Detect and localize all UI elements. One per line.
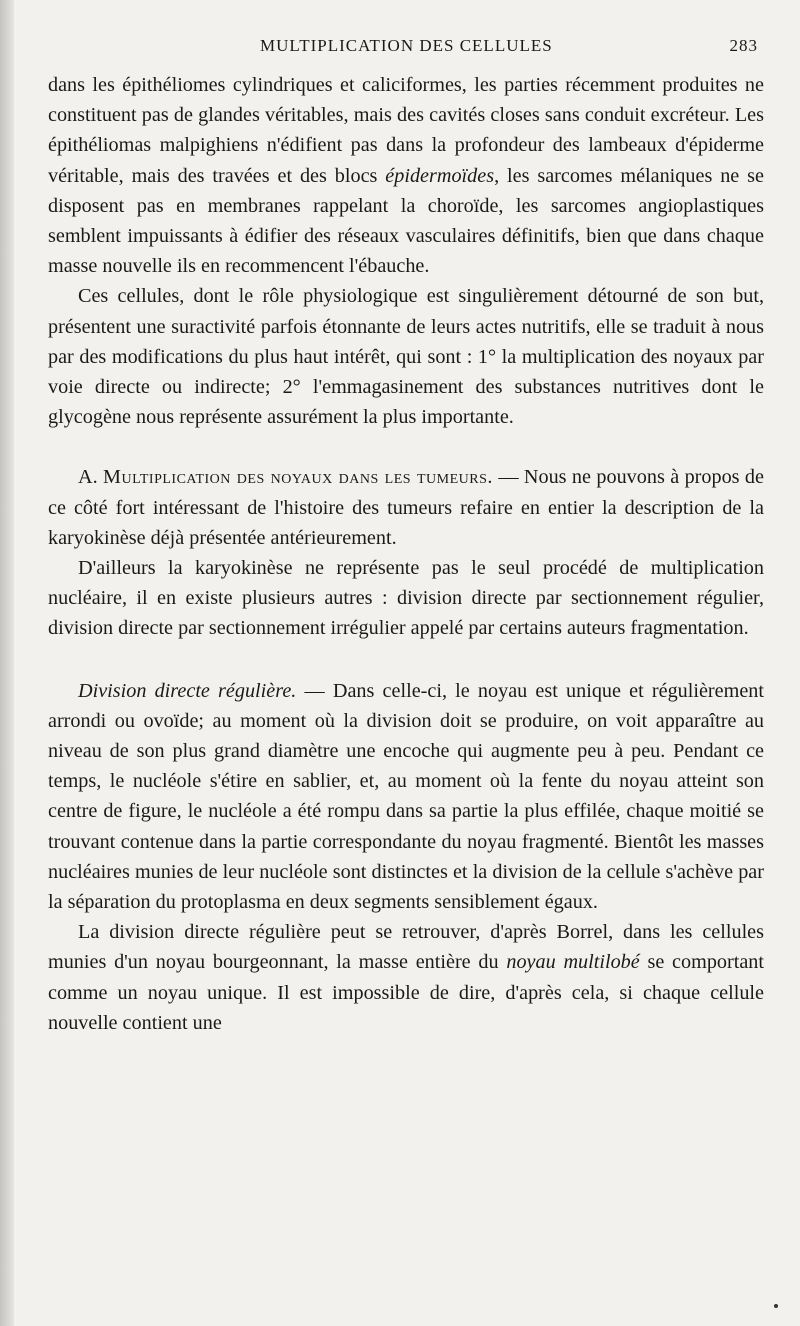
subsection-text: — Dans celle-ci, le noyau est unique et régulièrement arrondi ou ovoïde; au moment où la division doit se produire, on voit apparaître au niveau de son plus grand diamètre une encoche qui augmente peu à peu. Pendant ce temps, le nucléole s'étire en sablier, et, au moment où la fente du noyau atteint son centre de figure, le nucléole a été rompu dans sa partie la plus effilée, chaque moitié se trouvant contenue dans la partie correspondante du noyau fragmenté. Bientôt les masses nucléaires munies de leur nucléole sont distinctes et la division de la cellule s'achève par la séparation du protoplasma en deux segments sensiblement égaux. xyxy=(48,679,764,914)
paragraph-1-italic: épidermoïdes xyxy=(385,164,495,187)
page-header xyxy=(44,36,770,58)
section-a-text: — Nous ne pouvons à propos de ce côté fort intéressant de l'histoire des tumeurs refaire en entier la description de la karyokinèse déjà présentée antérieurement. xyxy=(48,466,764,549)
paragraph-1-text: dans les épithéliomes cylindriques et caliciformes, les parties récemment produites ne constituent pas de glandes véritables, mais des cavités closes sans conduit excréteur. Les épithéliomas malpighiens n'édifient pas dans la profondeur des lambeaux d'épiderme véritable, mais des travées et des blocs xyxy=(48,74,764,187)
paragraph-1 xyxy=(48,70,764,281)
paragraph-6-italic: noyau multilobé xyxy=(506,951,640,974)
section-a-paragraph xyxy=(48,462,764,553)
running-head: MULTIPLICATION DES CELLULES xyxy=(260,36,553,55)
paragraph-6 xyxy=(48,917,764,1038)
page-gutter-shadow xyxy=(0,0,14,1326)
section-a-label: A. xyxy=(78,466,104,489)
paragraph-6-text: La division directe régulière peut se retrouver, d'après Borrel, dans les cellules munies d'un noyau bourgeonnant, la masse entière du xyxy=(48,921,764,974)
print-mark xyxy=(774,1304,778,1308)
paragraph-2: Ces cellules, dont le rôle physiologique est singulièrement détourné de son but, présentent une suractivité parfois étonnante de leurs actes nutritifs, elle se traduit à nous par des modifications du plus haut intérêt, qui sont : 1° la multiplication des noyaux par voie directe ou indirecte; 2° l'emmagasinement des substances nutritives dont le glycogène nous représente assurément la plus importante. xyxy=(48,285,764,429)
book-page xyxy=(14,0,800,1326)
subsection-heading: Division directe régulière. xyxy=(78,679,297,702)
subsection-paragraph xyxy=(48,676,764,918)
paragraph-4: D'ailleurs la karyokinèse ne représente pas le seul procédé de multiplication nucléaire, il en existe plusieurs autres : division directe par sectionnement régulier, division directe par sectionnement irrégulier appelé par certains auteurs fragmentation. xyxy=(48,557,764,640)
paragraph-6-text-end: se comportant comme un noyau unique. Il est impossible de dire, d'après cela, si chaque cellule nouvelle contient une xyxy=(48,951,764,1034)
page-number: 283 xyxy=(729,36,758,55)
paragraph-1-text-end: , les sarcomes mélaniques ne se disposent pas en membranes rappelant la choroïde, les sarcomes angioplastiques semblent impuissants à édifier des réseaux vasculaires définitifs, bien que dans chaque masse nouvelle ils en recommencent l'ébauche. xyxy=(48,164,764,278)
section-a-heading: Multiplication des noyaux dans les tumeurs. xyxy=(103,466,493,489)
body-text xyxy=(48,70,764,1038)
